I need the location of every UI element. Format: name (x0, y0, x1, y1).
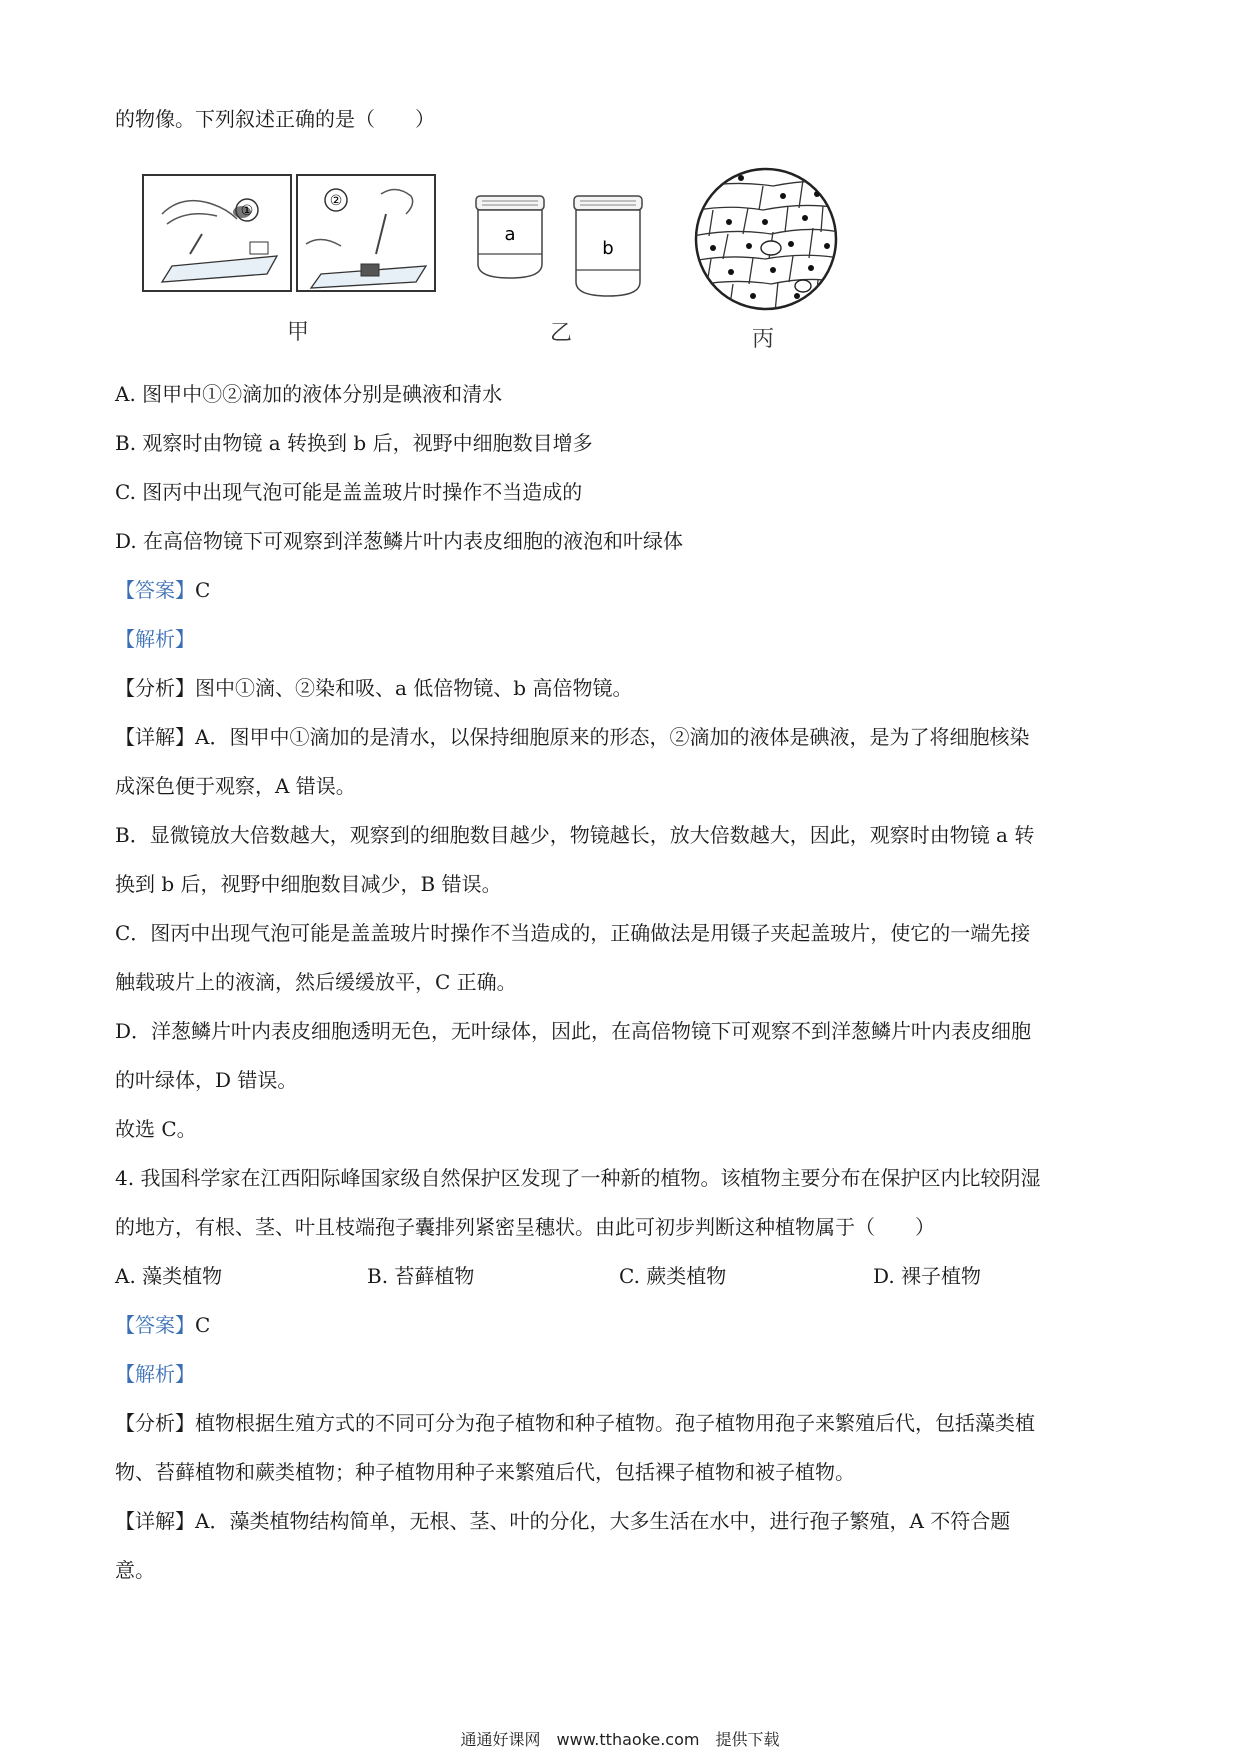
q3-explanation-line: B．显微镜放大倍数越大，观察到的细胞数目越少，物镜越长，放大倍数越大，因此，观察时由物镜 a 转 (115, 823, 1035, 847)
q3-explanation-line: 【详解】A．图甲中①滴加的是清水，以保持细胞原来的形态，②滴加的液体是碘液，是为了将细胞核染 (115, 725, 1030, 749)
question-intro: 的物像。下列叙述正确的是（ ） (115, 107, 435, 131)
figure-label-jia: 甲 (287, 320, 310, 345)
microscope-field-of-view (693, 166, 839, 312)
q3-option-d: D. 在高倍物镜下可观察到洋葱鳞片叶内表皮细胞的液泡和叶绿体 (115, 529, 684, 553)
q3-option-a: A. 图甲中①②滴加的液体分别是碘液和清水 (115, 382, 503, 406)
objective-lens-b (570, 194, 646, 298)
svg-text:a: a (504, 224, 516, 245)
figure-jia-panel-2 (296, 174, 436, 292)
q3-conclusion: 故选 C。 (115, 1117, 197, 1141)
q4-answer: 【答案】C (115, 1313, 211, 1337)
q4-explanation-line: 意。 (115, 1558, 155, 1582)
q4-explanation-line: 【详解】A．藻类植物结构简单，无根、茎、叶的分化，大多生活在水中，进行孢子繁殖，A 不符合题 (115, 1509, 1011, 1533)
figure-label-bing: 丙 (752, 327, 775, 352)
q3-option-c: C. 图丙中出现气泡可能是盖盖玻片时操作不当造成的 (115, 480, 583, 504)
q4-stem-line: 4. 我国科学家在江西阳际峰国家级自然保护区发现了一种新的植物。该植物主要分布在保护区内比较阴湿 (115, 1166, 1041, 1190)
q3-answer: 【答案】C (115, 578, 211, 602)
q4-option-a: A. 藻类植物 (115, 1264, 223, 1288)
q4-explanation-line: 物、苔藓植物和蕨类植物；种子植物用种子来繁殖后代，包括裸子植物和被子植物。 (115, 1460, 855, 1484)
page-footer: 通通好课网 www.tthaoke.com 提供下载 (460, 1730, 780, 1749)
q3-explanation-line: D．洋葱鳞片叶内表皮细胞透明无色，无叶绿体，因此，在高倍物镜下可观察不到洋葱鳞片叶内表皮细胞 (115, 1019, 1032, 1043)
figure-jia-panel-1 (142, 174, 292, 292)
svg-text:②: ② (329, 193, 343, 209)
objective-lens-a (472, 194, 548, 280)
q3-explanation-line: 触载玻片上的液滴，然后缓缓放平，C 正确。 (115, 970, 517, 994)
q3-explanation-line: 成深色便于观察，A 错误。 (115, 774, 356, 798)
q4-stem-line: 的地方，有根、茎、叶且枝端孢子囊排列紧密呈穗状。由此可初步判断这种植物属于（ ） (115, 1215, 935, 1239)
q4-analysis-heading: 【解析】 (115, 1362, 195, 1386)
q3-option-b: B. 观察时由物镜 a 转换到 b 后，视野中细胞数目增多 (115, 431, 593, 455)
q3-explanation-line: 换到 b 后，视野中细胞数目减少，B 错误。 (115, 872, 502, 896)
q3-explanation-line: 的叶绿体，D 错误。 (115, 1068, 298, 1092)
q4-option-d: D. 裸子植物 (873, 1264, 982, 1288)
q4-option-b: B. 苔藓植物 (367, 1264, 475, 1288)
q4-option-c: C. 蕨类植物 (619, 1264, 727, 1288)
svg-text:①: ① (240, 203, 254, 219)
q4-explanation-line: 【分析】植物根据生殖方式的不同可分为孢子植物和种子植物。孢子植物用孢子来繁殖后代，包括藻类植 (115, 1411, 1035, 1435)
q3-explanation-line: 【分析】图中①滴、②染和吸、a 低倍物镜、b 高倍物镜。 (115, 676, 633, 700)
q3-explanation-line: C．图丙中出现气泡可能是盖盖玻片时操作不当造成的，正确做法是用镊子夹起盖玻片，使它的一端先接 (115, 921, 1031, 945)
svg-text:b: b (602, 238, 614, 259)
q3-analysis-heading: 【解析】 (115, 627, 195, 651)
figure-label-yi: 乙 (550, 321, 573, 346)
